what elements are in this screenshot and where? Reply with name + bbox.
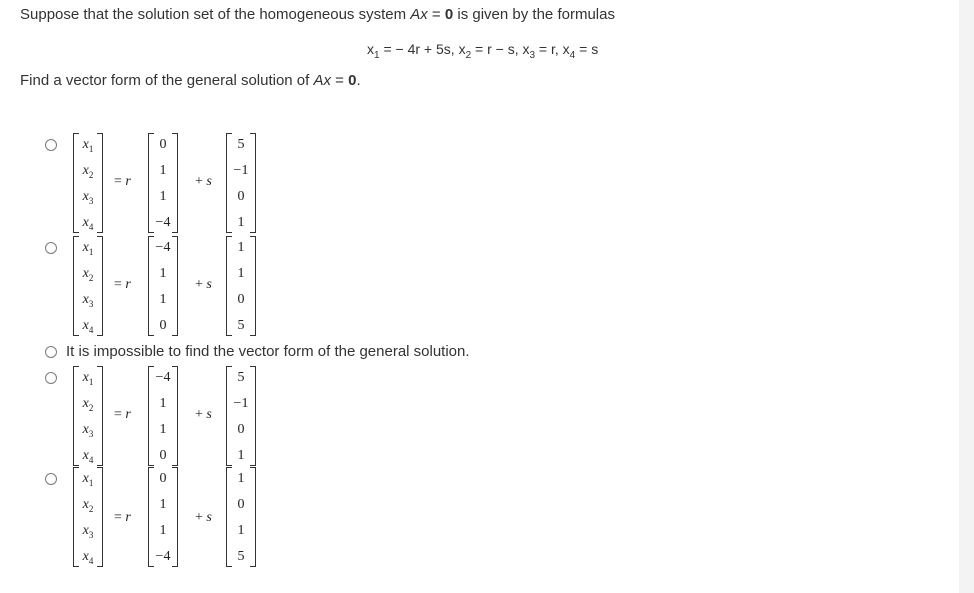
s-vector-entry: 5 [237,137,245,152]
option-4-x-vector [73,366,103,466]
option-4-radio[interactable] [45,372,57,384]
plus-s-label: + s [195,277,212,292]
x4-entry: $x_4$ [82,448,94,465]
s-vector-entry: 1 [237,240,245,255]
r-vector-entry: 0 [159,448,167,463]
option-1-s-vector [226,133,256,233]
r-vector-entry: −4 [155,370,171,385]
x1-entry: $x_1$ [82,370,94,387]
option-5-s-vector [226,467,256,567]
x4-entry: $x_4$ [82,549,94,566]
plus-s-label: + s [195,510,212,525]
s-vector-entry: 5 [237,549,245,564]
r-vector-entry: −4 [155,549,171,564]
x3-entry: $x_3$ [82,189,94,206]
option-5-radio[interactable] [45,473,57,485]
option-2-r-vector [148,236,178,336]
r-vector-entry: 1 [159,266,167,281]
x2-entry: $x_2$ [82,266,94,283]
r-vector-entry: 1 [159,292,167,307]
solution-formulas: $x_1$ = − 4r + 5s, $x_2 = r - s$, $x_3 = r$, $x_4 = s$ [367,41,599,61]
option-2-x-vector [73,236,103,336]
plus-s-label: + s [195,174,212,189]
x1-entry: $x_1$ [82,240,94,257]
option-1-r-vector [148,133,178,233]
x1-entry: $x_1$ [82,471,94,488]
option-4-s-vector [226,366,256,466]
r-vector-entry: 1 [159,396,167,411]
r-vector-entry: 0 [159,318,167,333]
r-vector-entry: 1 [159,189,167,204]
question-intro: Suppose that the solution set of the homogeneous system Ax = 0 is given by the formulas [20,6,615,23]
x4-entry: $x_4$ [82,215,94,232]
r-vector-entry: 1 [159,523,167,538]
option-3-label: It is impossible to find the vector form of the general solution. [66,343,470,360]
s-vector-entry: 0 [237,292,245,307]
option-5-x-vector [73,467,103,567]
x2-entry: $x_2$ [82,163,94,180]
s-vector-entry: 5 [237,318,245,333]
question-prompt: Find a vector form of the general solution of Ax = 0. [20,72,361,89]
s-vector-entry: 0 [237,497,245,512]
s-vector-entry: −1 [233,163,249,178]
s-vector-entry: 5 [237,370,245,385]
s-vector-entry: 1 [237,448,245,463]
option-2-s-vector [226,236,256,336]
s-vector-entry: 0 [237,422,245,437]
s-vector-entry: 1 [237,215,245,230]
option-1-radio[interactable] [45,139,57,151]
r-vector-entry: −4 [155,240,171,255]
option-5-r-vector [148,467,178,567]
s-vector-entry: 1 [237,523,245,538]
r-vector-entry: 1 [159,422,167,437]
r-vector-entry: −4 [155,215,171,230]
equals-r-label: = r [114,407,131,422]
equals-r-label: = r [114,277,131,292]
x4-entry: $x_4$ [82,318,94,335]
r-vector-entry: 1 [159,163,167,178]
x3-entry: $x_3$ [82,292,94,309]
s-vector-entry: −1 [233,396,249,411]
scrollbar-track[interactable] [959,0,974,593]
s-vector-entry: 0 [237,189,245,204]
r-vector-entry: 1 [159,497,167,512]
s-vector-entry: 1 [237,471,245,486]
option-3-radio[interactable] [45,346,57,358]
x3-entry: $x_3$ [82,523,94,540]
x1-entry: $x_1$ [82,137,94,154]
option-2-radio[interactable] [45,242,57,254]
equals-r-label: = r [114,174,131,189]
x2-entry: $x_2$ [82,396,94,413]
option-4-r-vector [148,366,178,466]
r-vector-entry: 0 [159,471,167,486]
equals-r-label: = r [114,510,131,525]
x2-entry: $x_2$ [82,497,94,514]
plus-s-label: + s [195,407,212,422]
x3-entry: $x_3$ [82,422,94,439]
option-1-x-vector [73,133,103,233]
s-vector-entry: 1 [237,266,245,281]
r-vector-entry: 0 [159,137,167,152]
